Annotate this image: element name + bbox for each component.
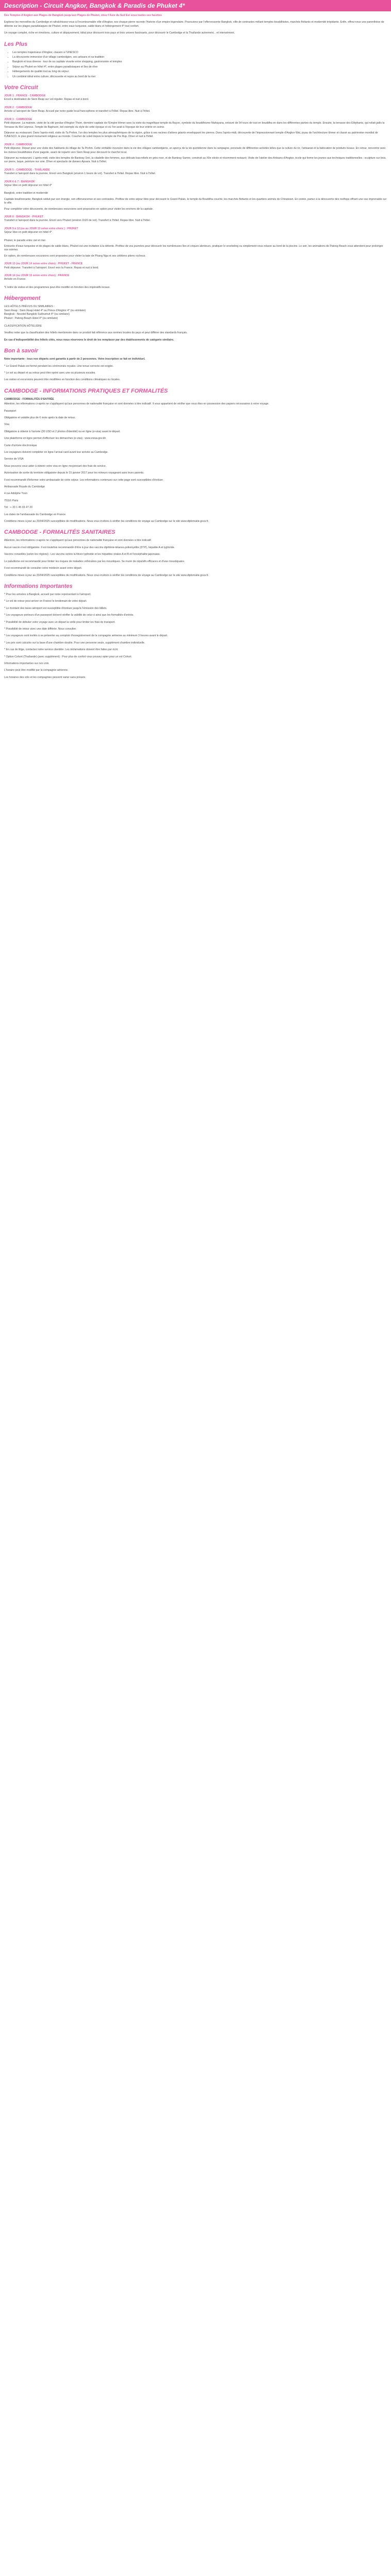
hotel-list (4, 305, 387, 320)
day-paragraph: Capitale bouillonnante, Bangkok séduit par son énergie, son effervescence et ses contrastes. Profitez de votre séjour libre pour découvrir le Grand Palais, le temple du Bouddha couché, les marchés flottants et les quartiers animés de Chinatown. En soirée, partez à la découverte des rooftops offrant une vue imprenable sur la ville. (4, 197, 387, 205)
hotel-line: Bangkok : Novotel Bangkok Sukhumvit 4* (ou similaire) (4, 313, 70, 316)
day-block (4, 168, 387, 176)
day-block (4, 227, 387, 235)
page (0, 0, 391, 680)
info-paragraph: Service de VISA (4, 457, 24, 461)
intro-paragraph: Explorez les merveilles du Cambodge et rafraîchissez-vous à l'incontournable ville d'Angkor, ses chaque pierre raconte l'histoire d'un empire légendaire. Poursuivez par l'effervescente Bangkok, ville de contrastes mêlant temples bouddhistes, marchés flottants et modernité trépidante. Enfin, offrez-vous une parenthèse de détente sur les plages paradisiaques de Phuket, entre eaux turquoise, sable blanc et hébergement 4* tout confort. (4, 21, 384, 28)
section-title-circuit: Votre Circuit (4, 84, 38, 91)
content (0, 14, 391, 680)
day-paragraph: Phuket, le paradis entre ciel et mer. (4, 239, 46, 242)
day-paragraph: Entourée d'eaux turquoise et de plages de sable blanc, Phuket est une invitation à la détente. Profitez de vos journées pour découvrir les nombreuses îles et criques alentours, pratiquer le snorkeling ou simplement vous relaxer au bord de la piscine. Le soir, les animations de Patong Beach vous attendent pour prolonger vos soirées. (4, 245, 383, 252)
day-title: JOUR 6 & 7 : BANGKOK (4, 180, 35, 183)
bon-a-savoir-paragraph: Les visites et excursions peuvent être modifiées en fonction des conditions climatiques ou locales. (4, 378, 121, 382)
bon-a-savoir-paragraph: * Le vol au départ et au retour peut être opéré avec une ou plusieurs escales. (4, 371, 96, 375)
day-block (4, 274, 387, 282)
info-paragraph: * Pour les arrivées à Bangkok, accueil par notre représentant à l'aéroport. (4, 592, 91, 596)
info-paragraph: Obligatoire à obtenir à l'arrivée (30 USD et 2 photos d'identité) ou en ligne (e-visa) avant le départ. (4, 430, 121, 433)
hotel-line: Phuket : Patong Beach Hotel 4* (ou similaire) (4, 316, 58, 320)
day-title: JOUR 1 : FRANCE - CAMBODGE (4, 94, 46, 98)
info-paragraph: Les dates de l'ambassade du Cambodge en France. (4, 513, 67, 516)
info-paragraph: * Possibilité de débuter votre voyage avec un départ la veille pour limiter les frais de transport. (4, 620, 116, 624)
day-paragraph: Transfert à l'aéroport dans la journée. Envol vers Phuket (environ 1h20 de vol). Transfert à l'hôtel. Repas libre. Nuit à l'hôtel. (4, 219, 151, 223)
day-title: JOUR 8 : BANGKOK - PHUKET (4, 215, 44, 218)
bon-a-savoir-paragraph: * Le Grand Palais est fermé pendant les cérémonies royales. Une tenue correcte est exigée. (4, 364, 113, 368)
day-paragraph: Séjour libre en petit déjeuner en hôtel 4* (4, 231, 52, 234)
day-paragraph: Petit déjeuner. La matinée, visite de la cité perdue d'Angkor Thom, dernière capitale de l'Empire khmer avec la visite du magnifique temple du Bayon, symbole du bouddhisme Mahayana, entouré de 54 tours de tout en bouddha en dans les différentes parties du temple. Ensuite, la terrasse des Eléphants, qui reliait jadis la Terrasse du Roi Lépreux. Temple de Baphuon, bel exemple du style de cette époque et où l'on avait à l'époque de leur entrée en scène. (4, 122, 385, 129)
plus-item: • Bangkok et tous diverse : tour de sa capitale vivante entre shopping, gastronomie et temples (12, 60, 387, 64)
day-paragraph: Envol à destination de Siem Reap sur vol régulier. Repas et nuit à bord. (4, 98, 89, 101)
plus-item: • Hébergements de qualité tout au long du séjour (12, 70, 387, 74)
info-paragraph: * Les voyageurs sont invités à se présenter au comptoir d'enregistrement de la compagnie aérienne au minimum 3 heures avant le départ. (4, 634, 168, 638)
section-title-cambodge-sanitaires: CAMBODGE - FORMALITÉS SANITAIRES (4, 529, 116, 536)
info-paragraph: Autorisation de sortie du territoire obligatoire depuis le 15 janvier 2017 pour les mineurs voyageant sans leurs parents. (4, 471, 144, 475)
itinerary-days (4, 94, 387, 282)
day-paragraph: Arrivée en France. (4, 278, 26, 281)
day-title: JOUR 5 : CAMBODGE - THAÏLANDE (4, 168, 50, 172)
day-paragraph: En option, de nombreuses excursions sont proposées pour visiter la baie de Phang Nga et ses célèbres pitons rocheux. (4, 254, 146, 258)
info-paragraph: Visa (4, 423, 9, 427)
day-paragraph: Déjeuner au restaurant. Dans l'après-midi, visite du Ta Prohm, l'un des temples les plus atmosphériques de la région, grâce à ses racines d'arbres géants enveloppant les pierres. Dans l'après-midi, découverte de l'impressionnant temple d'Angkor Wat, joyau de l'architecture khmer et classé au patrimoine mondial de l'UNESCO, le plus grand monument religieux au monde. Coucher de soleil depuis le temple de Pre Rup. Dîner et nuit à l'hôtel. (4, 131, 378, 139)
day-paragraph: Déjeuner au restaurant. L'après-midi, visite des temples de Banteay Srei, la citadelle des femmes, aux délicats bas-reliefs en grès rose, et de Banteay Samre, construit au XIIe siècle et récemment restauré. Visite de l'atelier des Artisans d'Angkor, école qui forme les jeunes aux techniques traditionnelles : sculpture sur bois, sur pierre, laque, peinture sur soie. Dîner et spectacle de danses Apsara. Nuit à l'hôtel. (4, 156, 386, 164)
day-block (4, 143, 387, 164)
info-paragraph: L'horaire peut être modifié par la compagnie aérienne. (4, 669, 69, 672)
info-paragraph: Il est recommandé d'informer votre ambassade de votre séjour. Les informations contenues sur cette page sont susceptibles d'évoluer. (4, 478, 164, 482)
info-paragraph: Il est recommandé de consulter votre médecin avant votre départ. (4, 567, 83, 570)
page-title: Description - Circuit Angkor, Bangkok & Paradis de Phuket 4* (0, 0, 391, 11)
info-paragraph: Informations importantes sur nos vols. (4, 662, 50, 665)
info-paragraph: * Les prix sont calculés sur la base d'une chambre double. Pour une personne seule, supplément chambre individuelle. (4, 641, 145, 645)
day-title: JOUR 2 : CAMBODGE (4, 106, 32, 109)
info-paragraph: Obligatoire et valable plus de 6 mois après la date de retour. (4, 416, 76, 419)
day-paragraph: Pour compléter votre découverte, de nombreuses excursions sont proposées en option pour visiter les environs de la capitale. (4, 207, 154, 211)
hotel-line: Siem Reap : Siem Reap Hotel 4* ou Prince d'Angkor 4* (ou similaire) (4, 309, 86, 312)
intro-tagline: Des Temples d'Angkor aux Plages de Bangkok jusqu'aux Plages de Phuket, vivez l'Asie du Sud Est sous toutes ses facettes (4, 14, 162, 17)
plus-item: • Un combiné idéal entre culture, découverte et repos au bord de la mer (12, 75, 387, 79)
plus-item: • La découverte immersive d'un village cambodgien, ses artisans et sa tradition (12, 56, 387, 59)
plus-item: • Les temples majestueux d'Angkor, classés à l'UNESCO (12, 51, 387, 55)
cambodge-subtitle: CAMBODGE - FORMALITÉS D'ENTRÉE (4, 397, 54, 401)
info-paragraph: 4 rue Adolphe Yvon (4, 492, 27, 496)
info-paragraph: Tél : + 33 1 45 03 47 20 (4, 506, 32, 510)
info-paragraph: Passeport (4, 409, 17, 413)
info-paragraph: Attention, les informations ci-après ne s'appliquent qu'aux personnes de nationalité française et sont données à titre indicatif. Il vous appartient de vérifier que vous êtes en possession des papiers nécessaires à votre voyage. (4, 402, 269, 406)
day-paragraph: Bangkok, entre tradition et modernité (4, 192, 48, 195)
info-paragraph: * En cas de litige, contactez notre service clientèle. Les réclamations doivent être faites par écrit. (4, 648, 119, 652)
day-block (4, 94, 387, 102)
day-title: JOUR 9 à 12 (ou au JOUR 13 selon votre choix ) : PHUKET (4, 227, 78, 230)
info-paragraph: Aucun vaccin n'est obligatoire. Il est toutefois recommandé d'être à jour des vaccins diphtérie-tétanos-poliomyélite (DTP), hépatite A et typhoïde. (4, 546, 175, 549)
hotel-paragraph: En cas d'indisponibilité des hôtels cités, nous nous réservons le droit de les remplacer par des établissements de catégorie similaire. (4, 338, 174, 342)
day-block (4, 262, 387, 270)
plus-list (4, 51, 387, 79)
cambodge-sanitaires (4, 539, 387, 577)
day-block (4, 118, 387, 139)
hotel-classification-title: CLASSIFICATION HÔTELIÈRE (4, 324, 42, 328)
day-block (4, 192, 387, 211)
plus-item: • Séjour au Phuket en hôtel 4*, entre plages paradisiaques et îles de rêve (12, 65, 387, 69)
info-paragraph: Conditions mises à jour au 20/04/2025 susceptibles de modifications. Nous vous invitons à vérifier les conditions de voyage au Cambodge sur le site www.diplomatie.gouv.fr. (4, 520, 209, 523)
hotel-paragraph: Veuillez noter que la classification des hôtels mentionnée dans ce produit fait référence aux normes locales du pays et peut différer des standards français. (4, 331, 188, 335)
day-paragraph: Arrivée à l'aéroport de Siem Reap. Accueil par notre guide local francophone et transfert à l'hôtel. Repas libre. Nuit à l'hôtel. (4, 110, 151, 113)
day-paragraph: Séjour libre en petit déjeuner en hôtel 4* (4, 183, 52, 187)
section-title-informations: Informations Importantes (4, 583, 73, 589)
info-paragraph: Attention, les informations ci-après ne s'appliquent qu'aux personnes de nationalité française et sont données à titre indicatif. (4, 539, 152, 543)
info-paragraph: Conditions mises à jour au 20/04/2025 susceptibles de modifications. Nous vous invitons à vérifier les conditions de voyage au Cambodge sur le site www.diplomatie.gouv.fr. (4, 573, 209, 577)
section-title-plus: Les Plus (4, 41, 28, 47)
info-paragraph: * Option Cohort (Thaïlande) (avec supplément) : Pour plus de confort vous pouvez opter pour un vol Cohort. (4, 655, 132, 658)
info-paragraph: Carte d'arrivée électronique (4, 444, 37, 447)
info-paragraph: Les horaires des vols et les compagnies peuvent varier sans préavis. (4, 675, 86, 679)
hotel-line: LES HÔTELS PRÉVUS OU SIMILAIRES : (4, 305, 55, 309)
itinerary-note: *L'ordre de visites et des programmes peut être modifié en fonction des impératifs locaux. (4, 285, 110, 289)
day-block (4, 106, 387, 114)
cambodge-formalites (4, 402, 387, 523)
day-title: JOUR 13 (ou JOUR 14 selon votre choix) : PHUKET - FRANCE (4, 262, 83, 266)
day-paragraph: Transfert à l'aéroport dans la journée. Envol vers Bangkok (environ 1 heure de vol). Transfert à l'hôtel. Repas libre. Nuit à l'hôtel. (4, 172, 156, 176)
info-paragraph: * Les voyageurs porteurs d'un passeport doivent vérifier la validité de celui-ci ainsi que les formalités d'entrée. (4, 614, 134, 617)
info-paragraph: Vaccins conseillés (selon les régions) : Les vaccins contre la fièvre typhoïde et les hépatites virales A et B et l'encéphalite japonaise. (4, 553, 160, 556)
info-paragraph: * Le montant des taxes aéroport est susceptible d'évoluer jusqu'à l'émission des billets. (4, 606, 107, 610)
day-block (4, 180, 387, 188)
section-title-cambodge-infos: CAMBODGE - INFORMATIONS PRATIQUES ET FORMALITÉS (4, 387, 168, 394)
section-title-hebergement: Hébergement (4, 295, 41, 302)
info-paragraph: * Possibilité de retour avec une date différée. Nous consulter. (4, 627, 77, 631)
info-paragraph: Ambassade Royale du Cambodge (4, 485, 45, 489)
day-title: JOUR 3 : CAMBODGE (4, 117, 32, 121)
info-paragraph: * Le vol de retour peut arriver en France le lendemain de votre départ. (4, 600, 87, 603)
day-title: JOUR 4 : CAMBODGE (4, 143, 32, 146)
info-paragraph: Les voyageurs doivent compléter en ligne l'arrival card avant leur arrivée au Cambodge. (4, 451, 108, 454)
info-paragraph: Nous pouvons vous aider à obtenir votre visa en ligne moyennant des frais de service. (4, 464, 107, 468)
day-paragraph: Petit déjeuner. Départ pour une visite des habitants du village de Ta Prohm. Cette véritable incursion dans la vie des villages cambodgiens, un aperçu de la vie quotidienne dans la campagne, ponctuée de différentes activités telles que la culture du riz, l'artisanat et la fabrication de produits locaux. En retour, rencontre avec les moines bouddhistes d'une pagode, avant de repartir vers Siem Reap pour découvrir le marché local. (4, 147, 386, 154)
info-paragraph: Le paludisme est recommandé pour limiter les risques de maladies véhiculées par les moustiques. Se munir de répulsifs efficaces et d'une moustiquaire. (4, 560, 185, 563)
info-paragraph: Une plateforme en ligne permet d'effectuer les démarches (e-visa) : www.evisa.gov.kh (4, 437, 106, 440)
day-block (4, 239, 387, 259)
day-block (4, 215, 387, 223)
info-paragraph: 75116 Paris (4, 499, 19, 502)
day-paragraph: Petit déjeuner. Transfert à l'aéroport. Envol vers la France. Repas et nuit à bord. (4, 266, 99, 269)
day-title: JOUR 14 (ou JOUR 15 selon votre choix) : FRANCE (4, 274, 70, 278)
section-title-bon-a-savoir: Bon à savoir (4, 348, 39, 354)
intro-paragraph: Un voyage complet, riche en émotions, culture et dépaysement, idéal pour découvrir trois pays et trois univers fascinants, pour découvrir le Cambodge et la Thaïlande autrement... et intensément. (4, 31, 235, 35)
important-infos (4, 593, 387, 680)
bon-a-savoir-paragraph: Note importante : tous nos départs sont garantis à partir de 2 personnes. Votre inscription se fait en individuel. (4, 358, 145, 361)
